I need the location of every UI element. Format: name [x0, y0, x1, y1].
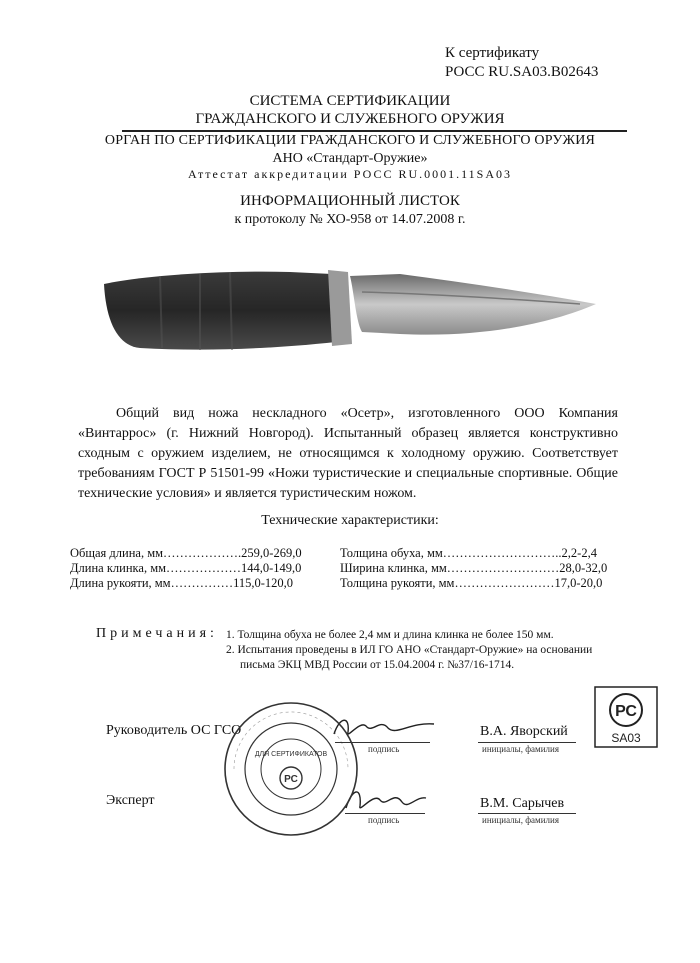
notes-list [226, 628, 606, 673]
cert-ref-line2: РОСС RU.SA03.B02643 [445, 64, 599, 80]
svg-text:РС: РС [615, 703, 637, 720]
expert-name: В.М. Сарычев [480, 796, 565, 811]
spec-blade-width: Ширина клинка, мм………………………28,0-32,0 [340, 561, 608, 575]
expert-name-line [478, 813, 576, 814]
note-item: 2. Испытания проведены в ИЛ ГО АНО «Стандарт-Оружие» на основании [226, 644, 593, 656]
spec-handle-length: Длина рукояти, мм……………115,0-120,0 [70, 576, 294, 590]
head-name-caption: инициалы, фамилия [482, 744, 559, 754]
protocol-reference: к протоколу № ХО-958 от 14.07.2008 г. [234, 212, 466, 227]
notes-label: Примечания: [96, 626, 218, 641]
header-divider [122, 130, 627, 132]
knife-image [100, 252, 600, 362]
specs-right-column [340, 546, 608, 591]
expert-label: Эксперт [106, 793, 155, 808]
document-title: ИНФОРМАЦИОННЫЙ ЛИСТОК [240, 193, 460, 209]
attestation-number: Аттестат аккредитации РОСС RU.0001.11SA03 [187, 167, 513, 181]
head-sign-caption: подпись [368, 744, 400, 754]
specs-left-column [70, 546, 312, 591]
spec-spine-thickness: Толщина обуха, мм………………………..2,2-2,4 [340, 546, 597, 560]
spec-handle-thickness: Толщина рукояти, мм……………………17,0-20,0 [340, 576, 603, 590]
head-label: Руководитель ОС ГСО [106, 723, 242, 738]
svg-text:РС: РС [284, 774, 298, 785]
knife-description: Общий вид ножа нескладного «Осетр», изготовленного ООО Компания «Винтаррос» (г. Нижний Новгород). Испытанный образец является конструктивно сходным с оружием изделием, не относящимся к холодному оружию. Соответствует требованиям ГОСТ Р 51501-99 «Ножи туристические и специальные спортивные. Общие технические условия» и является туристическим ножом. [78, 406, 618, 501]
cert-ref-line1: К сертификату [445, 45, 540, 61]
head-name: В.А. Яворский [480, 724, 568, 739]
expert-name-caption: инициалы, фамилия [482, 815, 559, 825]
logo-code: SA03 [611, 731, 641, 745]
certification-organ: ОРГАН ПО СЕРТИФИКАЦИИ ГРАЖДАНСКОГО И СЛУЖЕБНОГО ОРУЖИЯ [104, 133, 596, 148]
stamp-center-text: ДЛЯ СЕРТИФИКАТОВ [254, 751, 328, 758]
spec-blade-length: Длина клинка, мм………………144,0-149,0 [70, 561, 302, 575]
certification-mark-logo [594, 686, 658, 748]
specs-title: Технические характеристики: [261, 513, 439, 528]
head-name-line [478, 742, 576, 743]
round-stamp [222, 700, 360, 838]
organization-name: АНО «Стандарт-Оружие» [272, 151, 428, 166]
note-item: письма ЭКЦ МВД России от 15.04.2004 г. №37/16-1714. [240, 659, 515, 671]
certificate-reference [445, 44, 598, 82]
note-item: 1. Толщина обуха не более 2,4 мм и длина клинка не более 150 мм. [226, 629, 554, 641]
spec-total-length: Общая длина, мм……………….259,0-269,0 [70, 546, 302, 560]
system-title-line2: ГРАЖДАНСКОГО И СЛУЖЕБНОГО ОРУЖИЯ [195, 111, 505, 127]
system-title-line1: СИСТЕМА СЕРТИФИКАЦИИ [249, 93, 451, 109]
expert-sign-caption: подпись [368, 815, 400, 825]
